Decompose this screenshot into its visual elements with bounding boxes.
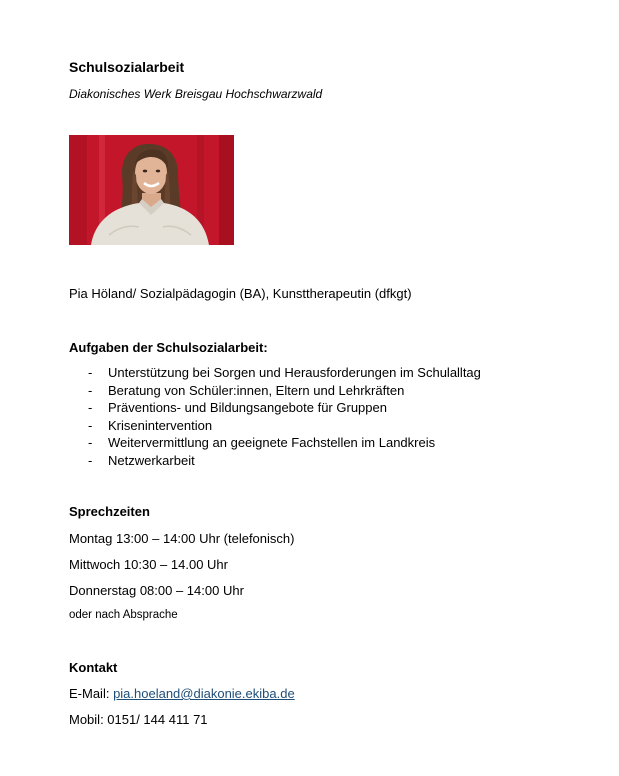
tasks-heading: Aufgaben der Schulsozialarbeit: (69, 340, 268, 355)
email-label: E-Mail: (69, 686, 114, 701)
list-item (88, 382, 481, 400)
office-hours-note: oder nach Absprache (69, 609, 178, 621)
list-item (88, 452, 481, 470)
person-name-title: Pia Höland/ Sozialpädagogin (BA), Kunsttherapeutin (dfkgt) (69, 286, 412, 301)
office-hours-monday: Montag 13:00 – 14:00 Uhr (telefonisch) (69, 531, 295, 546)
list-item-text: Beratung von Schüler:innen, Eltern und Lehrkräften (108, 382, 405, 398)
list-item (88, 417, 481, 435)
bullet-dash: - (88, 365, 93, 380)
contact-email-line (69, 686, 295, 701)
list-item-text: Unterstützung bei Sorgen und Herausforderungen im Schulalltag (108, 365, 481, 380)
list-item-text: Präventions- und Bildungsangebote für Gruppen (108, 400, 387, 415)
portrait-image (69, 135, 234, 245)
list-item-text: Krisenintervention (108, 417, 213, 433)
page-title: Schulsozialarbeit (69, 59, 185, 75)
list-item (88, 434, 481, 452)
list-item-text: Netzwerkarbeit (108, 452, 195, 468)
office-hours-thursday: Donnerstag 08:00 – 14:00 Uhr (69, 583, 244, 598)
office-hours-heading: Sprechzeiten (69, 504, 150, 519)
email-link[interactable]: pia.hoeland@diakonie.ekiba.de (113, 686, 295, 701)
bullet-dash: - (88, 382, 93, 398)
contact-heading: Kontakt (69, 660, 118, 675)
list-item (88, 364, 481, 382)
list-item (88, 399, 481, 417)
office-hours-wednesday: Mittwoch 10:30 – 14.00 Uhr (69, 557, 228, 572)
bullet-dash: - (88, 417, 93, 433)
tasks-list (88, 364, 481, 469)
list-item-text: Weitervermittlung an geeignete Fachstellen im Landkreis (108, 435, 436, 450)
portrait-photo (69, 135, 234, 245)
organization-subtitle: Diakonisches Werk Breisgau Hochschwarzwald (69, 87, 323, 101)
bullet-dash: - (88, 400, 93, 415)
contact-phone: Mobil: 0151/ 144 411 71 (69, 712, 208, 727)
bullet-dash: - (88, 452, 93, 468)
bullet-dash: - (88, 435, 93, 450)
